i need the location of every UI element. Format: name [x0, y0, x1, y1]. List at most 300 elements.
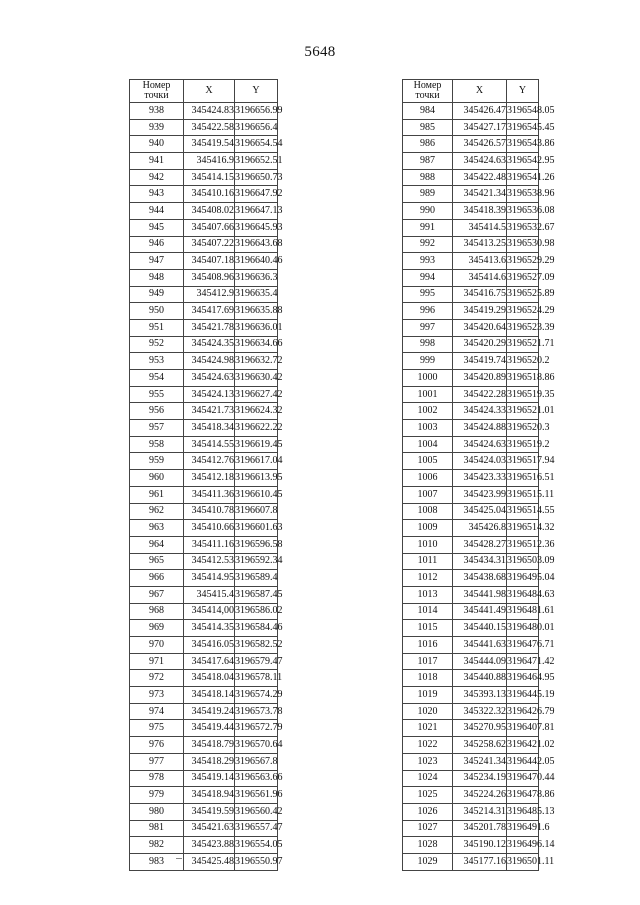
x-coordinate-cell: 345424.35: [184, 336, 235, 353]
header-point-number-line2: точки: [144, 90, 169, 101]
point-number-cell: 963: [130, 520, 184, 537]
y-coordinate-cell: 3196521.01: [507, 403, 539, 420]
point-number-cell: 992: [403, 236, 453, 253]
x-coordinate-cell: 345423.99: [453, 486, 507, 503]
point-number-cell: 981: [130, 820, 184, 837]
point-number-cell: 1001: [403, 386, 453, 403]
header-point-number-line1: Номер: [413, 80, 442, 91]
header-x: X: [184, 80, 235, 103]
table-row: [130, 219, 278, 236]
point-number-cell: 1025: [403, 787, 453, 804]
table-row: [130, 837, 278, 854]
y-coordinate-cell: 3196622.22: [235, 420, 278, 437]
point-number-cell: 941: [130, 153, 184, 170]
point-number-cell: 946: [130, 236, 184, 253]
point-number-cell: 955: [130, 386, 184, 403]
table-row: [130, 236, 278, 253]
x-coordinate-cell: 345190.12: [453, 837, 507, 854]
x-coordinate-cell: 345440.88: [453, 670, 507, 687]
table-row: [403, 670, 539, 687]
x-coordinate-cell: 345413.6: [453, 253, 507, 270]
point-number-cell: 983: [130, 853, 184, 870]
x-coordinate-cell: 345420.89: [453, 370, 507, 387]
point-number-cell: 976: [130, 737, 184, 754]
table-row: [130, 420, 278, 437]
point-number-cell: 985: [403, 119, 453, 136]
point-number-cell: 996: [403, 303, 453, 320]
x-coordinate-cell: 345408.02: [184, 203, 235, 220]
point-number-cell: 1014: [403, 603, 453, 620]
table-row: [403, 586, 539, 603]
table-row: [403, 553, 539, 570]
point-number-cell: 1017: [403, 653, 453, 670]
table-row: [130, 637, 278, 654]
point-number-cell: 997: [403, 319, 453, 336]
table-row: [403, 303, 539, 320]
table-row: [130, 436, 278, 453]
table-row: [403, 820, 539, 837]
x-coordinate-cell: 345414.5: [453, 219, 507, 236]
point-number-cell: 967: [130, 586, 184, 603]
point-number-cell: 953: [130, 353, 184, 370]
x-coordinate-cell: 345419.24: [184, 703, 235, 720]
y-coordinate-cell: 3196589.4: [235, 570, 278, 587]
point-number-cell: 986: [403, 136, 453, 153]
point-number-cell: 962: [130, 503, 184, 520]
y-coordinate-cell: 3196517.94: [507, 453, 539, 470]
x-coordinate-cell: 345441.98: [453, 586, 507, 603]
y-coordinate-cell: 3196592.34: [235, 553, 278, 570]
point-number-cell: 1005: [403, 453, 453, 470]
point-number-cell: 965: [130, 553, 184, 570]
table-row: [403, 136, 539, 153]
y-coordinate-cell: 3196582.52: [235, 637, 278, 654]
x-coordinate-cell: 345414.6: [453, 269, 507, 286]
y-coordinate-cell: 3196532.67: [507, 219, 539, 236]
y-coordinate-cell: 3196643.68: [235, 236, 278, 253]
point-number-cell: 980: [130, 803, 184, 820]
x-coordinate-cell: 345418.14: [184, 687, 235, 704]
x-coordinate-cell: 345416.75: [453, 286, 507, 303]
table-header-row: [403, 80, 539, 103]
y-coordinate-cell: 3196485.13: [507, 803, 539, 820]
y-coordinate-cell: 3196636.01: [235, 319, 278, 336]
point-number-cell: 984: [403, 103, 453, 120]
y-coordinate-cell: 3196480.01: [507, 620, 539, 637]
point-number-cell: 939: [130, 119, 184, 136]
x-coordinate-cell: 345201.78: [453, 820, 507, 837]
y-coordinate-cell: 3196525.89: [507, 286, 539, 303]
table-row: [130, 386, 278, 403]
table-row: [130, 303, 278, 320]
y-coordinate-cell: 3196567.8: [235, 753, 278, 770]
point-number-cell: 1012: [403, 570, 453, 587]
table-row: [130, 787, 278, 804]
x-coordinate-cell: 345424.63: [453, 436, 507, 453]
y-coordinate-cell: 3196521.71: [507, 336, 539, 353]
point-number-cell: 989: [403, 186, 453, 203]
x-coordinate-cell: 345424.03: [453, 453, 507, 470]
x-coordinate-cell: 345224.26: [453, 787, 507, 804]
x-coordinate-cell: 345428.27: [453, 536, 507, 553]
y-coordinate-cell: 3196557.47: [235, 820, 278, 837]
y-coordinate-cell: 3196442.05: [507, 753, 539, 770]
header-point-number-line1: Номер: [142, 80, 171, 91]
point-number-cell: 987: [403, 153, 453, 170]
point-number-cell: 1006: [403, 470, 453, 487]
table-row: [403, 420, 539, 437]
table-row: [403, 770, 539, 787]
point-number-cell: 942: [130, 169, 184, 186]
y-coordinate-cell: 3196524.29: [507, 303, 539, 320]
point-number-cell: 1028: [403, 837, 453, 854]
header-point-number-line2: точки: [415, 90, 440, 101]
y-coordinate-cell: 3196617.04: [235, 453, 278, 470]
y-coordinate-cell: 3196596.58: [235, 536, 278, 553]
x-coordinate-cell: 345407.66: [184, 219, 235, 236]
point-number-cell: 1011: [403, 553, 453, 570]
y-coordinate-cell: 3196491.6: [507, 820, 539, 837]
x-coordinate-cell: 345423.88: [184, 837, 235, 854]
point-number-cell: 949: [130, 286, 184, 303]
y-coordinate-cell: 3196636.3: [235, 269, 278, 286]
table-row: [403, 853, 539, 870]
header-point-number: [403, 80, 453, 103]
point-number-cell: 952: [130, 336, 184, 353]
table-row: [130, 286, 278, 303]
x-coordinate-cell: 345419.29: [453, 303, 507, 320]
x-coordinate-cell: 345413.25: [453, 236, 507, 253]
table-row: [403, 353, 539, 370]
y-coordinate-cell: 3196520.2: [507, 353, 539, 370]
table-row: [130, 486, 278, 503]
table-row: [130, 353, 278, 370]
x-coordinate-cell: 345425.48: [184, 853, 235, 870]
point-number-cell: 990: [403, 203, 453, 220]
table-body-left: [130, 103, 283, 871]
point-number-cell: 1024: [403, 770, 453, 787]
coordinates-table-left: [129, 79, 283, 871]
point-number-cell: 945: [130, 219, 184, 236]
y-coordinate-cell: 3196647.92: [235, 186, 278, 203]
x-coordinate-cell: 345424.83: [184, 103, 235, 120]
table-row: [403, 520, 539, 537]
y-coordinate-cell: 3196635.4: [235, 286, 278, 303]
table-row: [130, 370, 278, 387]
y-coordinate-cell: 3196464.95: [507, 670, 539, 687]
y-coordinate-cell: 3196579.47: [235, 653, 278, 670]
y-coordinate-cell: 3196630.42: [235, 370, 278, 387]
page-number: 5648: [304, 44, 336, 60]
y-coordinate-cell: 3196548.05: [507, 103, 539, 120]
table-row: [130, 803, 278, 820]
table-row: [403, 436, 539, 453]
x-coordinate-cell: 345177.16: [453, 853, 507, 870]
table-row: [403, 837, 539, 854]
x-coordinate-cell: 345414.95: [184, 570, 235, 587]
table-row: [403, 470, 539, 487]
point-number-cell: 958: [130, 436, 184, 453]
y-coordinate-cell: 3196529.29: [507, 253, 539, 270]
table-row: [403, 169, 539, 186]
table-row: [403, 336, 539, 353]
y-coordinate-cell: 3196478.86: [507, 787, 539, 804]
x-coordinate-cell: 345419.14: [184, 770, 235, 787]
x-coordinate-cell: 345234.19: [453, 770, 507, 787]
x-coordinate-cell: 345422.28: [453, 386, 507, 403]
y-coordinate-cell: 3196607.8: [235, 503, 278, 520]
table-row: [403, 403, 539, 420]
table-row: [403, 536, 539, 553]
x-coordinate-cell: 345425.04: [453, 503, 507, 520]
table-row: [403, 486, 539, 503]
x-coordinate-cell: 345426.57: [453, 136, 507, 153]
point-number-cell: 994: [403, 269, 453, 286]
y-coordinate-cell: 3196541.26: [507, 169, 539, 186]
point-number-cell: 943: [130, 186, 184, 203]
x-coordinate-cell: 345407.18: [184, 253, 235, 270]
table-row: [130, 336, 278, 353]
x-coordinate-cell: 345420.64: [453, 319, 507, 336]
x-coordinate-cell: 345441.49: [453, 603, 507, 620]
y-coordinate-cell: 3196613.95: [235, 470, 278, 487]
x-coordinate-cell: 345419.59: [184, 803, 235, 820]
y-coordinate-cell: 3196645.93: [235, 219, 278, 236]
y-coordinate-cell: 3196632.72: [235, 353, 278, 370]
x-coordinate-cell: 345407.22: [184, 236, 235, 253]
y-coordinate-cell: 3196574.29: [235, 687, 278, 704]
y-coordinate-cell: 3196542.95: [507, 153, 539, 170]
header-y: Y: [507, 80, 539, 103]
y-coordinate-cell: 3196519.2: [507, 436, 539, 453]
x-coordinate-cell: 345270.95: [453, 720, 507, 737]
point-number-cell: 1000: [403, 370, 453, 387]
table-row: [403, 386, 539, 403]
table-row: [130, 853, 278, 870]
table-row: [130, 670, 278, 687]
point-number-cell: 1013: [403, 586, 453, 603]
y-coordinate-cell: 3196634.66: [235, 336, 278, 353]
point-number-cell: 979: [130, 787, 184, 804]
table-row: [403, 219, 539, 236]
table-row: [403, 570, 539, 587]
point-number-cell: 956: [130, 403, 184, 420]
table-row: [130, 269, 278, 286]
y-coordinate-cell: 3196530.98: [507, 236, 539, 253]
y-coordinate-cell: 3196421.02: [507, 737, 539, 754]
table-row: [130, 737, 278, 754]
x-coordinate-cell: 345438.68: [453, 570, 507, 587]
table-row: [130, 620, 278, 637]
x-coordinate-cell: 345424.63: [184, 370, 235, 387]
y-coordinate-cell: 3196619.45: [235, 436, 278, 453]
table-row: [130, 453, 278, 470]
table-row: [130, 253, 278, 270]
point-number-cell: 998: [403, 336, 453, 353]
point-number-cell: 961: [130, 486, 184, 503]
x-coordinate-cell: 345421.34: [453, 186, 507, 203]
footer-mark: [176, 858, 182, 859]
y-coordinate-cell: 3196601.63: [235, 520, 278, 537]
y-coordinate-cell: 3196624.32: [235, 403, 278, 420]
point-number-cell: 975: [130, 720, 184, 737]
y-coordinate-cell: 3196514.32: [507, 520, 539, 537]
point-number-cell: 940: [130, 136, 184, 153]
point-number-cell: 966: [130, 570, 184, 587]
point-number-cell: 1021: [403, 720, 453, 737]
point-number-cell: 1016: [403, 637, 453, 654]
x-coordinate-cell: 345414.15: [184, 169, 235, 186]
x-coordinate-cell: 345424.88: [453, 420, 507, 437]
x-coordinate-cell: 345426.8: [453, 520, 507, 537]
point-number-cell: 1003: [403, 420, 453, 437]
table-row: [130, 586, 278, 603]
table-row: [130, 403, 278, 420]
y-coordinate-cell: 3196656.99: [235, 103, 278, 120]
point-number-cell: 1010: [403, 536, 453, 553]
x-coordinate-cell: 345441.63: [453, 637, 507, 654]
table-row: [403, 453, 539, 470]
point-number-cell: 977: [130, 753, 184, 770]
point-number-cell: 970: [130, 637, 184, 654]
table-row: [403, 319, 539, 336]
point-number-cell: 999: [403, 353, 453, 370]
x-coordinate-cell: 345415.4: [184, 586, 235, 603]
y-coordinate-cell: 3196572.79: [235, 720, 278, 737]
point-number-cell: 959: [130, 453, 184, 470]
point-number-cell: 1027: [403, 820, 453, 837]
table-row: [403, 253, 539, 270]
y-coordinate-cell: 3196640.46: [235, 253, 278, 270]
x-coordinate-cell: 345434.31: [453, 553, 507, 570]
point-number-cell: 1026: [403, 803, 453, 820]
y-coordinate-cell: 3196407.81: [507, 720, 539, 737]
table-row: [130, 753, 278, 770]
y-coordinate-cell: 3196652.51: [235, 153, 278, 170]
table-body-right: [403, 103, 555, 871]
point-number-cell: 960: [130, 470, 184, 487]
y-coordinate-cell: 3196635.88: [235, 303, 278, 320]
x-coordinate-cell: 345424.13: [184, 386, 235, 403]
x-coordinate-cell: 345412.9: [184, 286, 235, 303]
x-coordinate-cell: 345258.62: [453, 737, 507, 754]
point-number-cell: 993: [403, 253, 453, 270]
x-coordinate-cell: 345423.33: [453, 470, 507, 487]
header-point-number: [130, 80, 184, 103]
y-coordinate-cell: 3196650.73: [235, 169, 278, 186]
x-coordinate-cell: 345417.69: [184, 303, 235, 320]
point-number-cell: 1007: [403, 486, 453, 503]
point-number-cell: 988: [403, 169, 453, 186]
table-row: [403, 286, 539, 303]
x-coordinate-cell: 345418.04: [184, 670, 235, 687]
y-coordinate-cell: 3196495.04: [507, 570, 539, 587]
x-coordinate-cell: 345421.73: [184, 403, 235, 420]
x-coordinate-cell: 345421.63: [184, 820, 235, 837]
x-coordinate-cell: 345424.98: [184, 353, 235, 370]
coordinates-table-right: [402, 79, 555, 871]
y-coordinate-cell: 3196560.42: [235, 803, 278, 820]
table-row: [403, 119, 539, 136]
y-coordinate-cell: 3196520.3: [507, 420, 539, 437]
y-coordinate-cell: 3196503.09: [507, 553, 539, 570]
point-number-cell: 1015: [403, 620, 453, 637]
y-coordinate-cell: 3196512.36: [507, 536, 539, 553]
y-coordinate-cell: 3196481.61: [507, 603, 539, 620]
y-coordinate-cell: 3196561.96: [235, 787, 278, 804]
y-coordinate-cell: 3196536.08: [507, 203, 539, 220]
y-coordinate-cell: 3196647.13: [235, 203, 278, 220]
table-row: [130, 136, 278, 153]
table-row: [403, 236, 539, 253]
x-coordinate-cell: 345422.48: [453, 169, 507, 186]
point-number-cell: 1018: [403, 670, 453, 687]
table-row: [403, 186, 539, 203]
point-number-cell: 944: [130, 203, 184, 220]
x-coordinate-cell: 345412.18: [184, 470, 235, 487]
y-coordinate-cell: 3196543.86: [507, 136, 539, 153]
table-row: [403, 269, 539, 286]
point-number-cell: 1020: [403, 703, 453, 720]
y-coordinate-cell: 3196550.97: [235, 853, 278, 870]
point-number-cell: 950: [130, 303, 184, 320]
y-coordinate-cell: 3196586.02: [235, 603, 278, 620]
y-coordinate-cell: 3196514.55: [507, 503, 539, 520]
header-y: Y: [235, 80, 278, 103]
y-coordinate-cell: 3196563.66: [235, 770, 278, 787]
x-coordinate-cell: 345419.44: [184, 720, 235, 737]
x-coordinate-cell: 345427.17: [453, 119, 507, 136]
table-row: [130, 553, 278, 570]
y-coordinate-cell: 3196584.46: [235, 620, 278, 637]
table-row: [403, 703, 539, 720]
table-row: [130, 470, 278, 487]
point-number-cell: 1023: [403, 753, 453, 770]
x-coordinate-cell: 345214.31: [453, 803, 507, 820]
y-coordinate-cell: 3196445.19: [507, 687, 539, 704]
table-row: [130, 603, 278, 620]
table-row: [130, 570, 278, 587]
point-number-cell: 991: [403, 219, 453, 236]
y-coordinate-cell: 3196516.51: [507, 470, 539, 487]
point-number-cell: 1002: [403, 403, 453, 420]
point-number-cell: 972: [130, 670, 184, 687]
table-row: [403, 503, 539, 520]
point-number-cell: 948: [130, 269, 184, 286]
table-row: [403, 203, 539, 220]
table-row: [403, 653, 539, 670]
x-coordinate-cell: 345411.36: [184, 486, 235, 503]
table-row: [403, 787, 539, 804]
table-row: [130, 103, 278, 120]
table-row: [403, 687, 539, 704]
y-coordinate-cell: 3196627.42: [235, 386, 278, 403]
table-row: [403, 370, 539, 387]
table-row: [130, 203, 278, 220]
y-coordinate-cell: 3196501.11: [507, 853, 539, 870]
y-coordinate-cell: 3196470.44: [507, 770, 539, 787]
point-number-cell: 1009: [403, 520, 453, 537]
point-number-cell: 938: [130, 103, 184, 120]
x-coordinate-cell: 345416.05: [184, 637, 235, 654]
y-coordinate-cell: 3196515.11: [507, 486, 539, 503]
table-row: [130, 720, 278, 737]
point-number-cell: 1029: [403, 853, 453, 870]
table-row: [130, 687, 278, 704]
x-coordinate-cell: 345418.79: [184, 737, 235, 754]
table-row: [130, 169, 278, 186]
table-row: [130, 820, 278, 837]
